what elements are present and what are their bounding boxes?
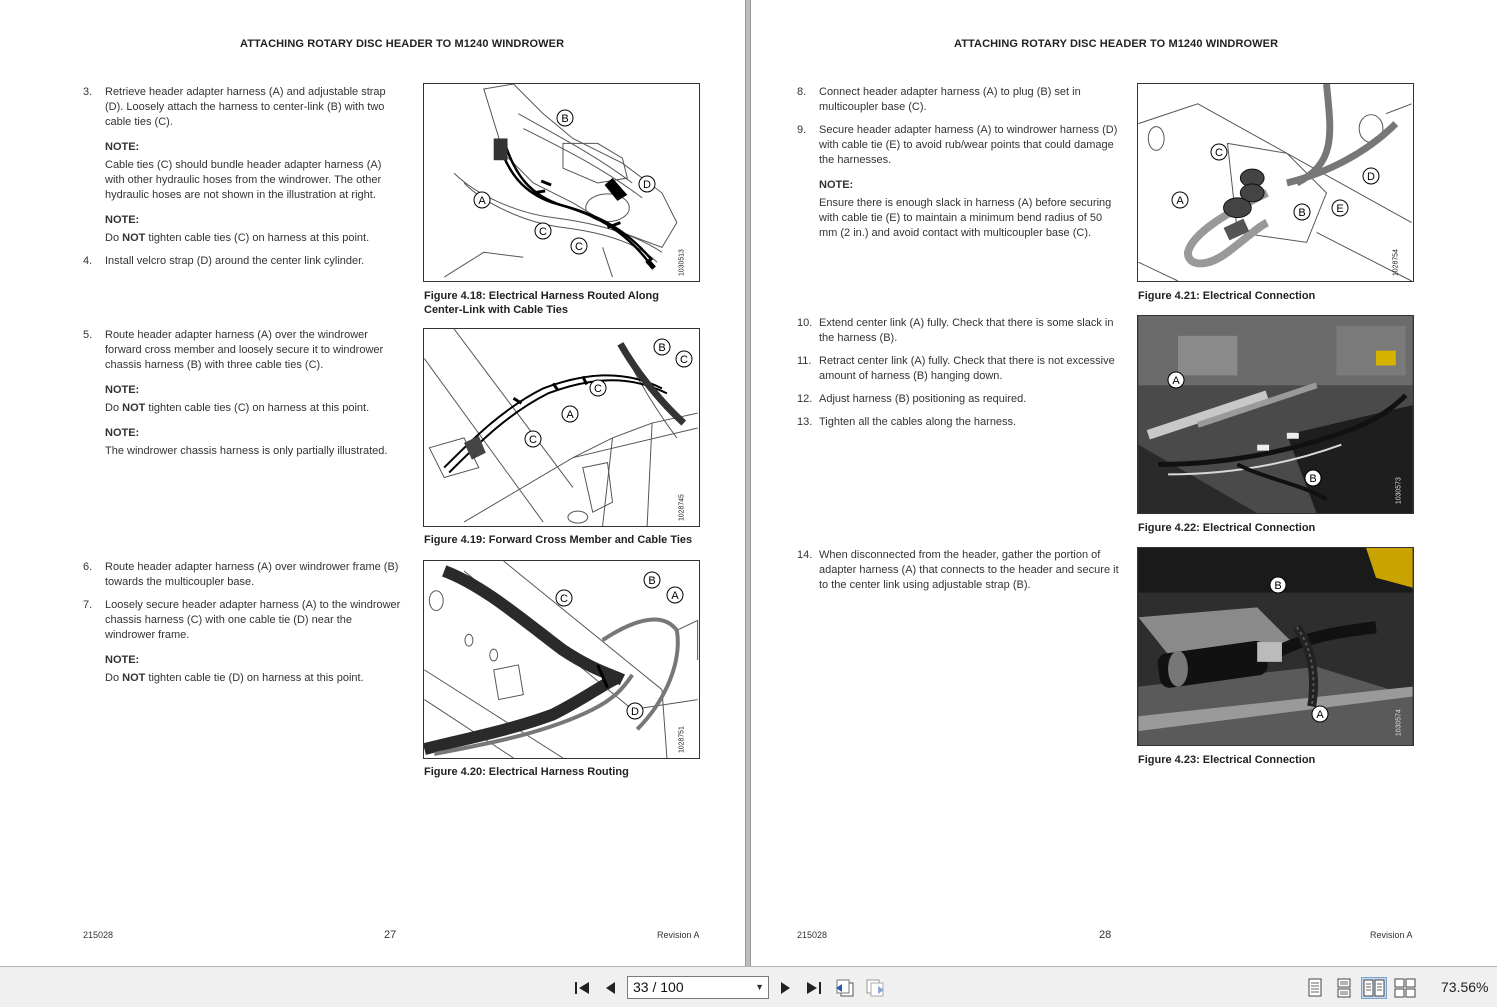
callout-a [1167, 371, 1185, 389]
svg-text:B: B [658, 342, 666, 354]
two-page-view-button[interactable] [1361, 977, 1387, 999]
figure-4-19-caption: Figure 4.19: Forward Cross Member and Cable Ties [424, 534, 693, 546]
callout-c [589, 379, 607, 397]
figure-4-18-caption: Figure 4.18: Electrical Harness Routed Along Center-Link with Cable Ties [424, 290, 659, 316]
viewer-toolbar [0, 966, 1497, 1007]
steps-5 [83, 328, 403, 467]
svg-text:A: A [478, 195, 486, 207]
callout-a [666, 586, 684, 604]
svg-text:A: A [1316, 709, 1324, 721]
step-14: 14. When disconnected from the header, gather the portion of adapter harness (A) that connects to the header and secure it to the center link using adjustable strap (B). [797, 549, 1119, 591]
page-number-field[interactable] [627, 976, 769, 999]
go-back-icon [834, 978, 856, 998]
svg-text:A: A [1172, 375, 1180, 387]
zoom-level[interactable]: 73.56% [1441, 979, 1489, 995]
note-body: Ensure there is enough slack in harness (A) before securing with cable tie (E) to maintain a minimum bend radius of 50 mm (2 in.) and avoid contact with multicoupler base (C). [819, 197, 1112, 239]
footer-page-number: 28 [1099, 929, 1112, 941]
figure-4-20-caption: Figure 4.20: Electrical Harness Routing [424, 766, 629, 778]
chevron-down-icon[interactable]: ▼ [755, 982, 764, 992]
footer-doc-number: 215028 [83, 930, 114, 940]
callout-a [1171, 191, 1189, 209]
continuous-page-icon [1336, 978, 1352, 998]
first-page-button[interactable] [571, 977, 593, 999]
page-27 [0, 0, 745, 966]
go-forward-button[interactable] [863, 977, 887, 999]
figure-4-22-caption: Figure 4.22: Electrical Connection [1138, 522, 1316, 534]
note-body: Do NOT tighten cable tie (D) on harness at this point. [105, 672, 364, 684]
svg-text:C: C [539, 226, 547, 238]
svg-text:D: D [1367, 171, 1375, 183]
svg-text:B: B [1309, 473, 1317, 485]
figure-4-20-illustration [423, 560, 700, 759]
callout-b [653, 338, 671, 356]
callout-a [561, 405, 579, 423]
step-4: 4. Install velcro strap (D) around the center link cylinder. [83, 255, 365, 267]
steps-3-4 [83, 85, 403, 277]
figure-4-22-photo [1137, 315, 1414, 514]
step-11: 11. Retract center link (A) fully. Check that there is not excessive amount of harness (B) hanging down. [797, 355, 1115, 382]
figure-id: 1030574 [1395, 709, 1403, 737]
svg-text:B: B [1298, 207, 1306, 219]
note-heading: NOTE: [105, 654, 140, 666]
figure-4-18-illustration [423, 83, 700, 282]
step-9: 9. Secure header adapter harness (A) to windrower harness (D) with cable tie (E) to avoid rub/wear points that could damage the harnesses. [797, 124, 1118, 166]
svg-text:B: B [561, 113, 569, 125]
note-heading: NOTE: [819, 179, 854, 191]
figure-4-23-caption: Figure 4.23: Electrical Connection [1138, 754, 1316, 766]
figure-id: 1030573 [1395, 477, 1403, 505]
two-page-continuous-view-button[interactable] [1393, 977, 1417, 999]
svg-text:A: A [566, 409, 574, 421]
callout-a [473, 191, 491, 209]
two-page-continuous-icon [1394, 978, 1416, 998]
single-page-view-button[interactable] [1304, 977, 1326, 999]
note-heading: NOTE: [105, 141, 140, 153]
callout-b [1293, 203, 1311, 221]
next-page-icon [779, 980, 793, 996]
svg-text:B: B [1274, 580, 1282, 592]
svg-text:C: C [594, 383, 602, 395]
previous-page-icon [603, 980, 617, 996]
running-head: ATTACHING ROTARY DISC HEADER TO M1240 WINDROWER [240, 38, 565, 50]
note-body: Cable ties (C) should bundle header adapter harness (A) with other hydraulic hoses from the windrower. The other hydraulic hoses are not shown in the illustration at right. [105, 159, 382, 201]
figure-4-21-caption: Figure 4.21: Electrical Connection [1138, 290, 1316, 302]
last-page-icon [805, 980, 823, 996]
cross-member-line-drawing [424, 329, 699, 526]
figure-4-19-illustration [423, 328, 700, 527]
svg-text:C: C [560, 593, 568, 605]
next-page-button[interactable] [776, 977, 796, 999]
figure-4-21-illustration [1137, 83, 1414, 282]
note-body: The windrower chassis harness is only partially illustrated. [105, 445, 388, 457]
footer-revision: Revision A [1370, 930, 1413, 940]
previous-page-button[interactable] [600, 977, 620, 999]
callout-c [1210, 143, 1228, 161]
note-heading: NOTE: [105, 384, 140, 396]
note-body: Do NOT tighten cable ties (C) on harness at this point. [105, 232, 370, 244]
page-28 [751, 0, 1497, 966]
footer-page-number: 27 [384, 929, 397, 941]
callout-d [638, 175, 656, 193]
center-link-photo [1138, 316, 1413, 513]
footer-doc-number: 215028 [797, 930, 828, 940]
callout-b [556, 109, 574, 127]
step-6: 6. Route header adapter harness (A) over windrower frame (B) towards the multicoupler base. [83, 561, 399, 588]
go-forward-icon [864, 978, 886, 998]
figure-id: 1028751 [678, 726, 686, 754]
svg-text:E: E [1336, 203, 1344, 215]
steps-6-7 [83, 560, 403, 694]
callout-a [1311, 705, 1329, 723]
callout-b [1304, 469, 1322, 487]
callout-c [675, 350, 693, 368]
svg-text:B: B [648, 575, 656, 587]
figure-id: 1028754 [1392, 249, 1400, 277]
callout-c [570, 237, 588, 255]
footer-revision: Revision A [657, 930, 700, 940]
svg-text:C: C [1215, 147, 1223, 159]
svg-text:A: A [671, 590, 679, 602]
two-page-icon [1363, 978, 1385, 998]
first-page-icon [573, 980, 591, 996]
figure-id: 1028745 [678, 494, 686, 522]
go-back-button[interactable] [833, 977, 857, 999]
note-body: Do NOT tighten cable ties (C) on harness at this point. [105, 402, 370, 414]
step-5: 5. Route header adapter harness (A) over the windrower forward cross member and loosely secure it to windrower chassis harness (B) with three cable ties (C). [83, 329, 384, 371]
figure-id: 1030513 [678, 249, 686, 277]
step-12: 12. Adjust harness (B) positioning as required. [797, 393, 1027, 405]
step-13: 13. Tighten all the cables along the harness. [797, 416, 1017, 428]
callout-c [555, 589, 573, 607]
steps-8-9 [797, 85, 1122, 249]
svg-text:D: D [631, 706, 639, 718]
running-head: ATTACHING ROTARY DISC HEADER TO M1240 WINDROWER [954, 38, 1279, 50]
step-10: 10. Extend center link (A) fully. Check that there is some slack in the harness (B). [797, 317, 1114, 344]
note-heading: NOTE: [105, 214, 140, 226]
callout-c [534, 222, 552, 240]
svg-text:D: D [643, 179, 651, 191]
callout-b [643, 571, 661, 589]
page-indicator: 33 / 100 [633, 979, 684, 995]
svg-text:C: C [529, 434, 537, 446]
callout-d [1362, 167, 1380, 185]
svg-text:A: A [1176, 195, 1184, 207]
svg-text:C: C [575, 241, 583, 253]
svg-text:C: C [680, 354, 688, 366]
single-page-icon [1307, 978, 1323, 998]
step-3: 3. Retrieve header adapter harness (A) and adjustable strap (D). Loosely attach the harness to center-link (B) with two cable ties (C). [83, 86, 386, 128]
last-page-button[interactable] [803, 977, 825, 999]
figure-4-23-photo [1137, 547, 1414, 746]
callout-d [626, 702, 644, 720]
callout-b [1269, 576, 1287, 594]
step-8: 8. Connect header adapter harness (A) to plug (B) set in multicoupler base (C). [797, 86, 1081, 113]
note-heading: NOTE: [105, 427, 140, 439]
step-7: 7. Loosely secure header adapter harness (A) to the windrower chassis harness (C) with one cable tie (D) near the windrower frame. [83, 599, 401, 641]
callout-e [1331, 199, 1349, 217]
steps-10-13 [797, 316, 1122, 438]
continuous-view-button[interactable] [1333, 977, 1355, 999]
callout-c [524, 430, 542, 448]
steps-14 [797, 548, 1122, 601]
